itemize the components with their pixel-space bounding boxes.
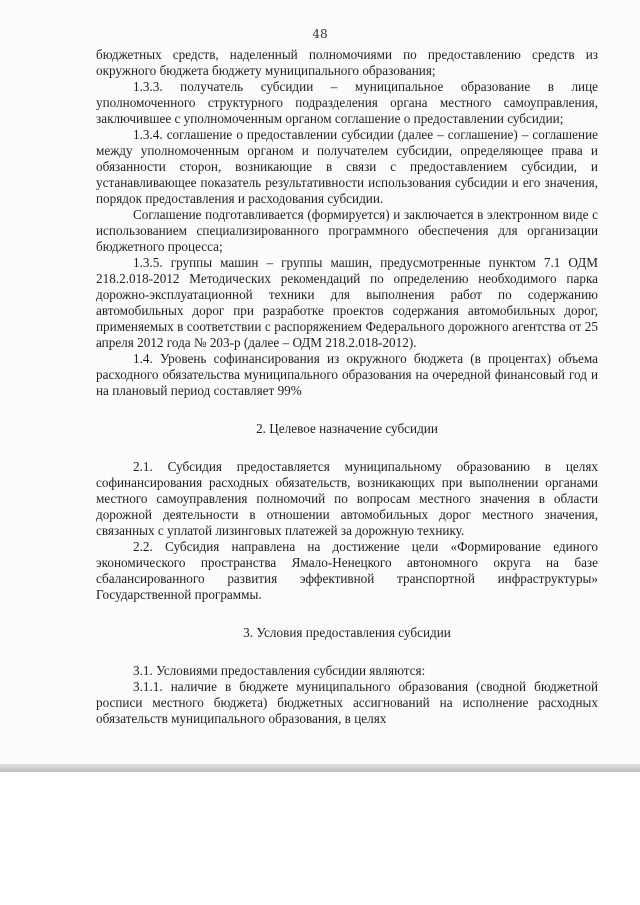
scan-edge-shadow	[0, 764, 640, 772]
section-3-heading: 3. Условия предоставления субсидии	[243, 625, 451, 640]
paragraph-2-1: 2.1. Субсидия предоставляется муниципальному образованию в целях софинансирования расходных обязательств, возникающих при выполнении органами местного самоуправления полномочий по вопросам местного значения в области дорожной деятельности в отношении автомобильных дорог местного значения, связанных с уплатой лизинговых платежей за дорожную технику.	[96, 459, 598, 538]
document-body	[96, 47, 598, 727]
paragraph-1-4: 1.4. Уровень софинансирования из окружного бюджета (в процентах) объема расходного обязательства муниципального образования на очередной финансовый год и на плановый период составляет 99%	[96, 351, 598, 398]
paragraph-3-1-1: 3.1.1. наличие в бюджете муниципального образования (сводной бюджетной росписи местного бюджета) бюджетных ассигнований на исполнение расходных обязательств муниципального образования, в целях	[96, 679, 598, 726]
paragraph-2-2: 2.2. Субсидия направлена на достижение цели «Формирование единого экономического пространства Ямало-Ненецкого автономного округа на базе сбалансированного развития эффективной транспортной инфраструктуры» Государственной программы.	[96, 539, 598, 602]
paragraph-agreement: Соглашение подготавливается (формируется) и заключается в электронном виде с использованием специализированного программного обеспечения для организации бюджетного процесса;	[96, 207, 598, 254]
paragraph-1-3-3: 1.3.3. получатель субсидии – муниципальное образование в лице уполномоченного структурного подразделения органа местного самоуправления, заключившее с уполномоченным органом соглашение о предоставлении субсидии;	[96, 79, 598, 126]
paragraph-3-1: 3.1. Условиями предоставления субсидии являются:	[133, 663, 426, 678]
page-number: 48	[312, 27, 328, 41]
section-2-heading: 2. Целевое назначение субсидии	[256, 421, 438, 436]
paragraph-continuation: бюджетных средств, наделенный полномочиями по предоставлению средств из окружного бюджета бюджету муниципального образования;	[96, 47, 598, 78]
paragraph-1-3-4: 1.3.4. соглашение о предоставлении субсидии (далее – соглашение) – соглашение между уполномоченным органом и получателем субсидии, определяющее права и обязанности сторон, возникающие в связи с предоставлением субсидии, и устанавливающее показатель результативности использования субсидии и его значения, порядок предоставления и расходования субсидии.	[96, 127, 598, 206]
paragraph-1-3-5: 1.3.5. группы машин – группы машин, предусмотренные пунктом 7.1 ОДМ 218.2.018-2012 Методических рекомендаций по определению необходимого парка дорожно-эксплуатационной техники для выполнения работ по содержанию автомобильных дорог при разработке проектов содержания автомобильных дорог, применяемых в соответствии с распоряжением Федерального дорожного агентства от 25 апреля 2012 года № 203-р (далее – ОДМ 218.2.018-2012).	[96, 255, 598, 350]
